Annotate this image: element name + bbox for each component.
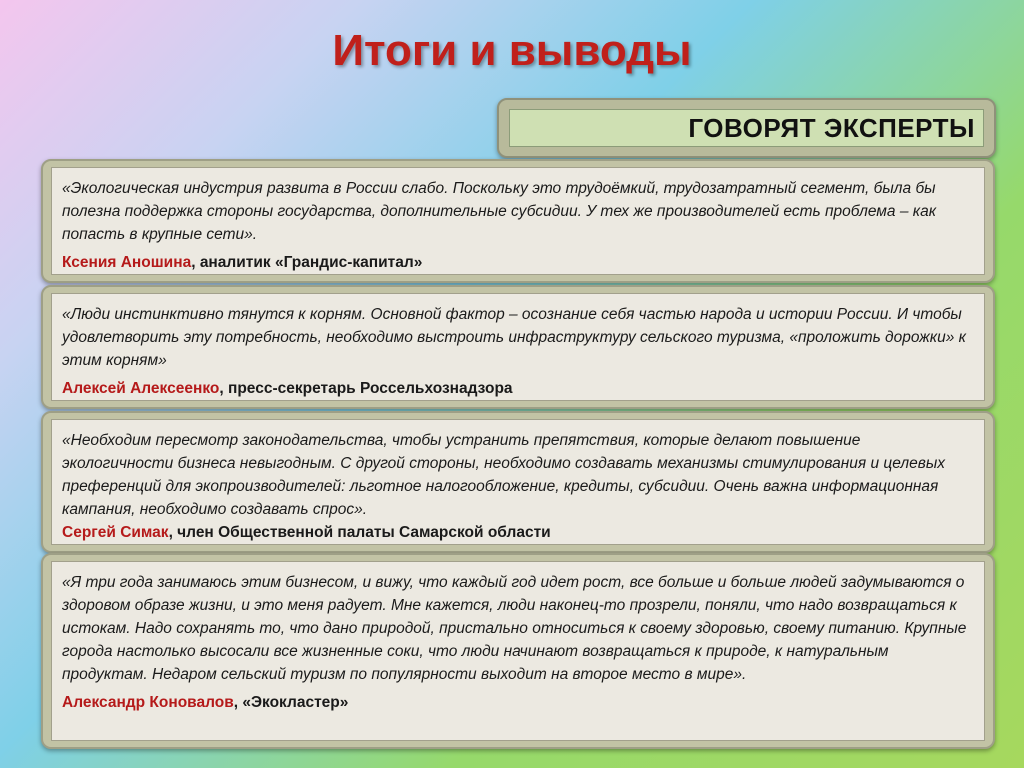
author-role-4: , «Экокластер» (233, 694, 349, 711)
slide-title: Итоги и выводы (332, 26, 692, 75)
banner-panel (509, 109, 984, 147)
quote-card-1 (41, 159, 995, 283)
quote-card-1-panel (51, 167, 985, 275)
quote-author-4 (62, 692, 974, 714)
quote-author-1 (62, 252, 974, 274)
author-role-2: , пресс-секретарь Россельхознадзора (219, 380, 513, 397)
author-name-4: Александр Коновалов (62, 694, 234, 711)
quote-card-2 (41, 285, 995, 409)
quote-card-3 (41, 411, 995, 553)
quote-card-4-panel (51, 561, 985, 741)
author-name-3: Сергей Симак (62, 524, 169, 541)
quote-author-2 (62, 378, 974, 400)
quote-text-2: «Люди инстинктивно тянутся к корням. Основной фактор – осознание себя частью народа и истории России. И чтобы удовлетворить эту потребность, необходимо выстроить инфраструктуру сельского туризма, «проложить дорожки» к этим корням» (62, 306, 966, 369)
quote-text-1: «Экологическая индустрия развита в России слабо. Поскольку это трудоёмкий, трудозатратный сегмент, была бы полезна поддержка стороны государства, дополнительные субсидии. У тех же производителей есть проблема – как попасть в крупные сети». (62, 180, 937, 243)
quote-card-4 (41, 553, 995, 749)
quote-card-2-panel (51, 293, 985, 401)
author-role-3: , член Общественной палаты Самарской области (168, 524, 551, 541)
quote-card-3-panel (51, 419, 985, 545)
section-banner (497, 98, 996, 158)
banner-label: ГОВОРЯТ ЭКСПЕРТЫ (688, 112, 975, 143)
author-name-1: Ксения Аношина (62, 254, 192, 271)
quote-text-3: «Необходим пересмотр законодательства, чтобы устранить препятствия, которые делают повышение экологичности бизнеса невыгодным. С другой стороны, необходимо создавать механизмы стимулирования и целевых преференций для экопроизводителей: льготное налогообложение, кредиты, субсидии. Очень важна информационная кампания, необходимо создавать спрос». (62, 432, 945, 518)
quote-author-3 (62, 522, 974, 544)
quote-text-4: «Я три года занимаюсь этим бизнесом, и вижу, что каждый год идет рост, все больше и больше людей задумываются о здоровом образе жизни, и это меня радует. Мне кажется, люди наконец-то прозрели, поняли, что надо возвращаться к истокам. Надо сохранять то, что дано природой, пристально относиться к своему здоровью, своему питанию. Крупные города настолько высосали все жизненные соки, что люди начинают возвращаться к природе, к натуральным продуктам. Недаром сельский туризм по популярности выходит на второе место в мире». (62, 574, 967, 683)
author-role-1: , аналитик «Грандис-капитал» (191, 254, 423, 271)
author-name-2: Алексей Алексеенко (62, 380, 220, 397)
